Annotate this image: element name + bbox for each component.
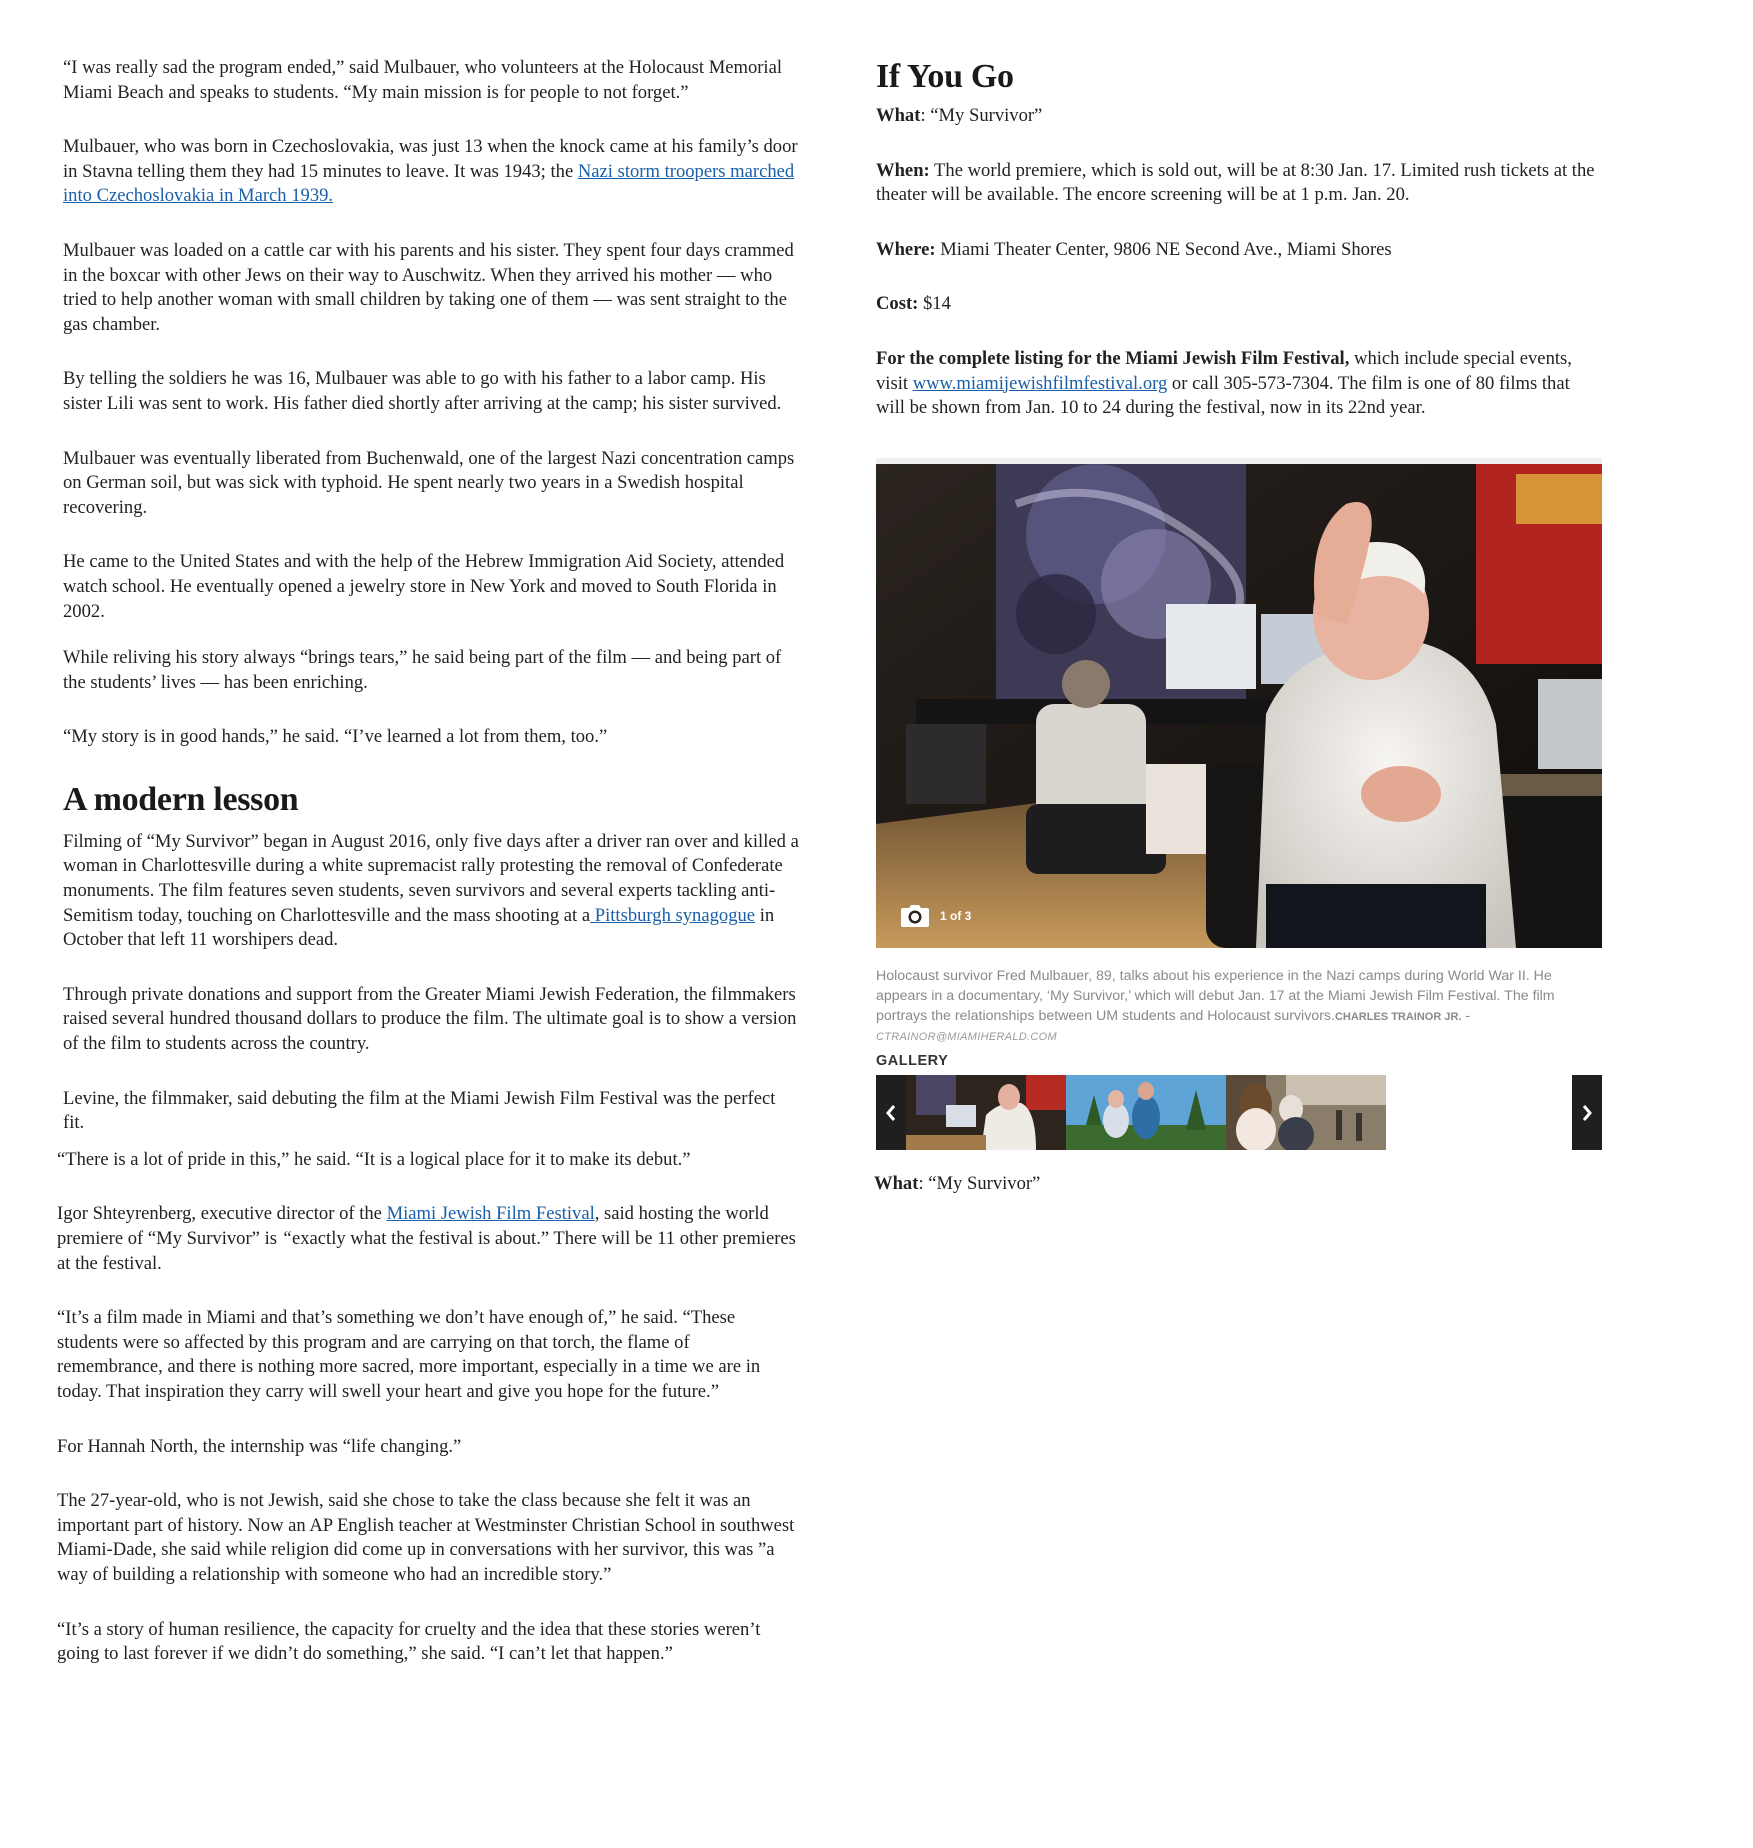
gallery-thumb-1-image xyxy=(906,1075,1066,1150)
if-you-go-box xyxy=(876,56,1602,451)
after-gallery-what xyxy=(874,1172,1040,1197)
paragraph-12: “There is a lot of pride in this,” he said. “It is a logical place for it to make its debut.” xyxy=(57,1148,691,1170)
photo-frame xyxy=(876,458,1602,948)
photo-count: 1 of 3 xyxy=(940,909,972,923)
when-value: The world premiere, which is sold out, will be at 8:30 Jan. 17. Limited rush tickets at the theater will be available. The encore screening will be at 1 p.m. Jan. 20. xyxy=(876,159,1595,206)
gallery-thumb-3[interactable] xyxy=(1226,1075,1386,1150)
paragraph-16: The 27-year-old, who is not Jewish, said she chose to take the class because she felt it was an important part of history. Now an AP English teacher at Westminster Christian School in southwest Miami-Dade, she said while religion did come up in conversations with her survivor, this was ”a way of building a relationship with someone who had an incredible story.” xyxy=(57,1490,795,1585)
where-line xyxy=(876,238,1602,263)
article-continuation xyxy=(57,1148,799,1667)
photo-credit: CHARLES TRAINOR JR. xyxy=(1334,1011,1462,1023)
paragraph-13 xyxy=(57,1202,799,1276)
cost-line xyxy=(876,292,1602,317)
paragraph-2-text: Mulbauer, who was born in Czechoslovakia, was just 13 when the knock came at his family’s door in Stavna telling them they had 15 minutes to leave. It was 1943; the xyxy=(63,136,798,182)
caption-text: Holocaust survivor Fred Mulbauer, 89, talks about his experience in the Nazi camps during World War II. He appears in a documentary, ‘My Survivor,’ which will debut Jan. 17 at the Miami Jewish Film Festival. The film portrays the relationships between UM students and Holocaust survivors. xyxy=(876,968,1555,1024)
after-what-value: : “My Survivor” xyxy=(918,1173,1041,1194)
listing-label: For the complete listing for the Miami Jewish Film Festival, xyxy=(876,347,1350,369)
gallery-thumb-2-image xyxy=(1066,1075,1226,1150)
where-value: Miami Theater Center, 9806 NE Second Ave., Miami Shores xyxy=(935,238,1392,260)
paragraph-15: For Hannah North, the internship was “life changing.” xyxy=(57,1435,462,1457)
gallery-thumb-2[interactable] xyxy=(1066,1075,1226,1150)
article-photo[interactable] xyxy=(876,464,1602,948)
paragraph-4: By telling the soldiers he was 16, Mulbauer was able to go with his father to a labor camp. His sister Lili was sent to work. His father died shortly after arriving at the camp; his sister survived. xyxy=(63,368,782,414)
article-body xyxy=(57,56,799,1697)
gallery-strip xyxy=(876,1075,1602,1150)
film-festival-link[interactable]: Miami Jewish Film Festival xyxy=(386,1203,595,1225)
paragraph-5: Mulbauer was eventually liberated from Buchenwald, one of the largest Nazi concentration camps on German soil, but was sick with typhoid. He spent nearly two years in a Swedish hospital recovering. xyxy=(63,447,795,518)
where-label: Where: xyxy=(876,238,936,260)
paragraph-1: “I was really sad the program ended,” said Mulbauer, who volunteers at the Holocaust Memorial Miami Beach and speaks to students. “My main mission is for people to not forget.” xyxy=(63,57,783,103)
when-line xyxy=(876,159,1602,208)
paragraph-13-a: Igor Shteyrenberg, executive director of the xyxy=(57,1203,387,1225)
paragraph-10: Through private donations and support from the Greater Miami Jewish Federation, the filmmakers raised several hundred thousand dollars to produce the film. The ultimate goal is to show a version of the film to students across the country. xyxy=(63,983,797,1055)
paragraph-8: “My story is in good hands,” he said. “I’ve learned a lot from them, too.” xyxy=(63,726,608,748)
chevron-right-icon xyxy=(1580,1103,1594,1123)
gallery-thumb-3-image xyxy=(1226,1075,1386,1150)
festival-website-link[interactable]: www.miamijewishfilmfestival.org xyxy=(912,372,1168,394)
paragraph-2 xyxy=(63,135,799,209)
gallery-thumb-1[interactable] xyxy=(906,1075,1066,1150)
gallery-label: GALLERY xyxy=(876,1053,949,1069)
camera-icon xyxy=(900,904,930,928)
paragraph-13-quote: “ xyxy=(281,1228,292,1249)
what-label: What xyxy=(876,105,921,126)
paragraph-7: While reliving his story always “brings tears,” he said being part of the film — and being part of the students’ lives — has been enriching. xyxy=(63,647,782,693)
paragraph-13-b: , said hosting the world premiere of “My Survivor” is xyxy=(57,1203,769,1249)
paragraph-17: “It’s a story of human resilience, the capacity for cruelty and the idea that these stories weren’t going to last forever if we didn’t do something,” she said. “I can’t let that happen.” xyxy=(57,1618,761,1665)
cost-label: Cost: xyxy=(876,293,919,315)
photo-illustration xyxy=(876,464,1602,948)
gallery-next-button[interactable] xyxy=(1572,1075,1602,1150)
credit-separator: - xyxy=(1461,1008,1471,1024)
paragraph-9 xyxy=(63,830,799,953)
paragraph-6: He came to the United States and with the help of the Hebrew Immigration Aid Society, attended watch school. He eventually opened a jewelry store in New York and moved to South Florida in 2002. xyxy=(63,551,785,622)
gallery-prev-button[interactable] xyxy=(876,1075,906,1150)
listing-a: which include special events, visit xyxy=(876,347,1572,394)
listing-line xyxy=(876,347,1602,421)
if-you-go-heading: If You Go xyxy=(876,58,1014,95)
listing-b: or call 305-573-7304. The film is one of 80 films that will be shown from Jan. 10 to 24 during the festival, now in its 22nd year. xyxy=(876,372,1570,419)
paragraph-11: Levine, the filmmaker, said debuting the film at the Miami Jewish Film Festival was the perfect fit. xyxy=(63,1087,776,1134)
after-what-label: What xyxy=(874,1173,919,1194)
paragraph-13-d: exactly what the festival is about.” There will be 11 other premieres at the festival. xyxy=(57,1228,796,1274)
when-label: When: xyxy=(876,159,930,181)
paragraph-3: Mulbauer was loaded on a cattle car with his parents and his sister. They spent four days crammed in the boxcar with other Jews on their way to Auschwitz. When they arrived his mother — who tried to help another woman with small children by taking one of them — was sent straight to the gas chamber. xyxy=(63,239,794,335)
section-heading: A modern lesson xyxy=(63,780,299,818)
paragraph-14: “It’s a film made in Miami and that’s something we don’t have enough of,” he said. “These students were so affected by this program and are carrying on that torch, the flame of remembrance, and there is nothing more sacred, more important, especially in a time we are in today. That inspiration they carry will swell your heart and give you hope for the future.” xyxy=(57,1307,761,1402)
what-value: : “My Survivor” xyxy=(920,105,1043,126)
what-line xyxy=(876,104,1602,129)
nazi-storm-troopers-link[interactable]: Nazi storm troopers marched into Czechoslovakia in March 1939. xyxy=(63,160,795,207)
cost-value: $14 xyxy=(918,293,951,315)
photo-caption xyxy=(876,966,1602,1047)
photo-credit-email: CTRAINOR@MIAMIHERALD.COM xyxy=(876,1031,1057,1043)
paragraph-9-tail: in October that left 11 worshipers dead. xyxy=(63,904,775,951)
photo-counter[interactable] xyxy=(900,904,971,928)
paragraph-9-text: Filming of “My Survivor” began in August 2016, only five days after a driver ran over and killed a woman in Charlottesville during a white supremacist rally protesting the removal of Confederate monuments. The film features seven students, seven survivors and several experts tackling anti-Semitism today, touching on Charlottesville and the mass shooting at a xyxy=(63,830,799,926)
pittsburgh-synagogue-link[interactable]: Pittsburgh synagogue xyxy=(590,904,756,926)
chevron-left-icon xyxy=(884,1103,898,1123)
